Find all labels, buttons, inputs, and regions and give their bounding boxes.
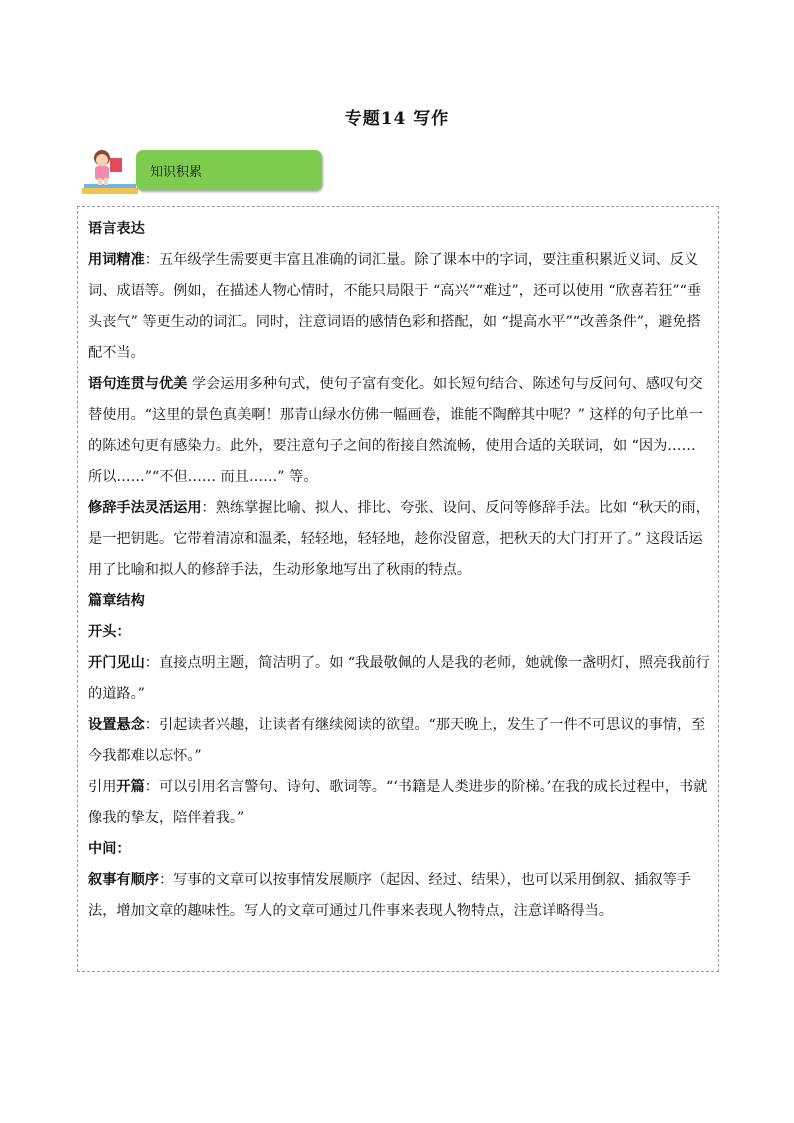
page-title: 专题14 写作 [344,109,450,129]
section-badge [80,144,250,196]
section-heading: 篇章结构 [88,593,145,609]
sub-heading: 开头： [88,624,131,640]
paragraph: 叙事有顺序：写事的文章可以按事情发展顺序（起因、经过、结果），也可以采用倒叙、插叙等手法，增加文章的趣味性。写人的文章可通过几件事来表现人物特点，注意详略得当。 [88,872,691,919]
paragraph: 用词精准：五年级学生需要更丰富且准确的词汇量。除了课本中的字词，要注重积累近义词、反义词、成语等。例如，在描述人物心情时，不能只局限于 “高兴”“难过”，还可以使用 “欣喜若狂”“垂头丧气” 等更生动的词汇。同时，注意词语的感情色彩和搭配，如 “提高水平”“改善条件”，避免搭配不当。 [88,252,702,361]
knowledge-badge [136,150,322,190]
paragraph: 语句连贯与优美 学会运用多种句式，使句子富有变化。如长短句结合、陈述句与反问句、感叹句交替使用。“这里的景色真美啊！那青山绿水仿佛一幅画卷，谁能不陶醉其中呢？” 这样的句子比单一的陈述句更有感染力。此外，要注意句子之间的衔接自然流畅，使用合适的关联词，如 “因为…… 所以……”“不但…… 而且……” 等。 [88,376,703,485]
girl-reading-icon [80,144,140,196]
badge-label: 知识积累 [150,165,203,180]
paragraph: 引用开篇：可以引用名言警句、诗句、歌词等。“‘书籍是人类进步的阶梯。’在我的成长过程中，书就像我的挚友，陪伴着我。” [88,779,708,826]
paragraph: 开门见山：直接点明主题，简洁明了。如 “我最敬佩的人是我的老师，她就像一盏明灯，照亮我前行的道路。” [88,655,710,702]
paragraph: 修辞手法灵活运用：熟练掌握比喻、拟人、排比、夸张、设问、反问等修辞手法。比如 “秋天的雨，是一把钥匙。它带着清凉和温柔，轻轻地，轻轻地，趁你没留意，把秋天的大门打开了。” 这段话运用了比喻和拟人的修辞手法，生动形象地写出了秋雨的特点。 [88,500,710,578]
sub-heading: 中间： [88,841,131,857]
content-body [88,214,714,927]
paragraph: 设置悬念：引起读者兴趣，让读者有继续阅读的欲望。“那天晚上，发生了一件不可思议的事情，至今我都难以忘怀。” [88,717,706,764]
section-heading: 语言表达 [88,221,145,237]
